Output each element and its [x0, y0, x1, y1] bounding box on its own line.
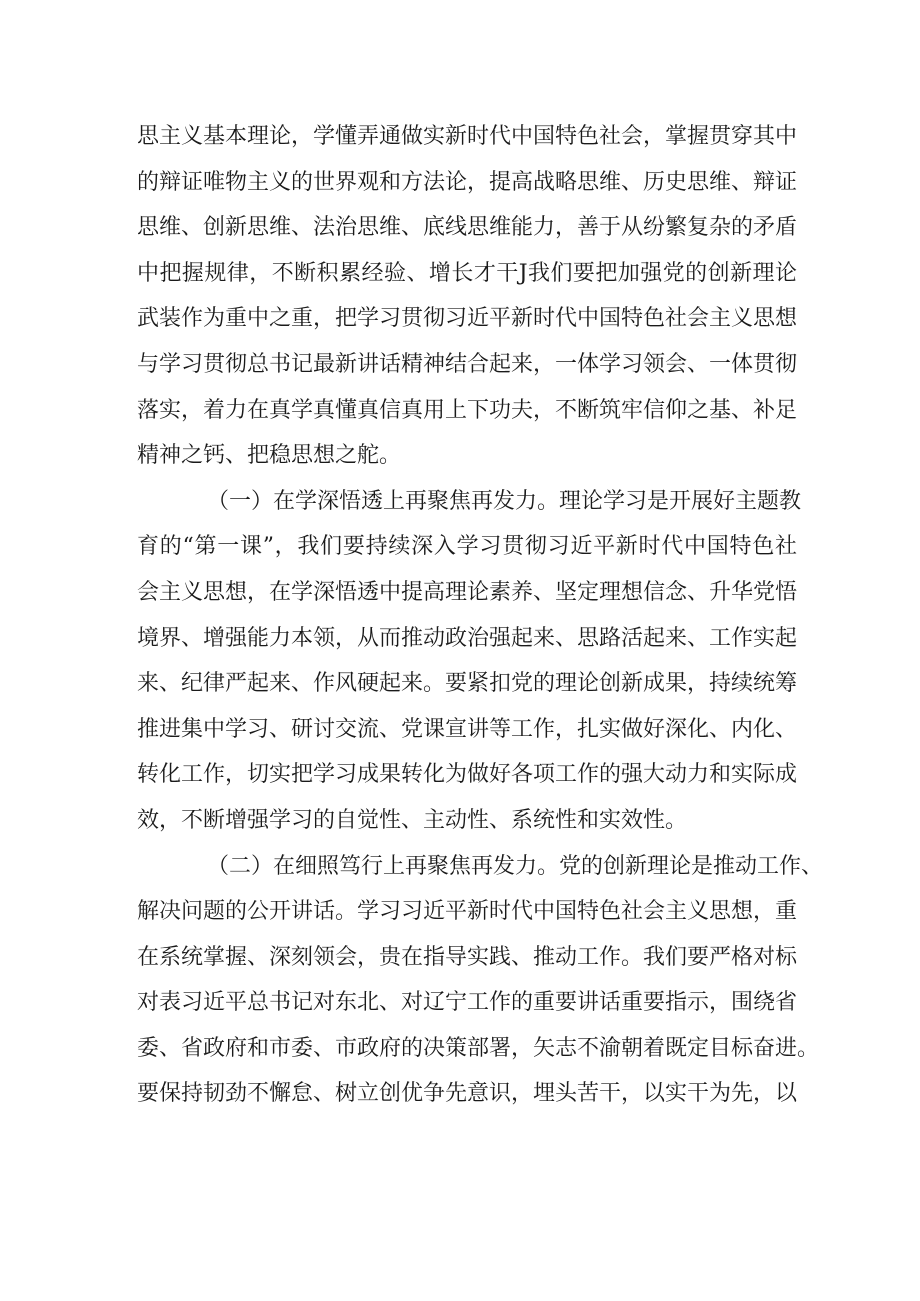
paragraph-3: [137, 844, 824, 1118]
text-line: 思主义基本理论，学懂弄通做实新时代中国特色社会，掌握贯穿其中: [137, 124, 798, 149]
text-line: 转化工作，切实把学习成果转化为做好各项工作的强大动力和实际成: [137, 762, 798, 788]
text-line: 的辩证唯物主义的世界观和方法论，提高战略思维、历史思维、辩证: [137, 169, 798, 195]
text-line: 要保持韧劲不懈怠、树立创优争先意识，埋头苦干，以实干为先，以: [137, 1081, 798, 1107]
text-line: 效，不断增强学习的自觉性、主动性、系统性和实效性。: [137, 807, 688, 833]
text-line: 来、纪律严起来、作风硬起来。要紧扣党的理论创新成果，持续统筹: [137, 671, 798, 697]
text-line: 育的“第一课”，我们要持续深入学习贯彻习近平新时代中国特色社: [137, 534, 797, 560]
text-line: 精神之钙、把稳思想之舵。: [137, 443, 402, 469]
text-line: 境界、增强能力本领，从而推动政治强起来、思路活起来、工作实起: [137, 625, 798, 651]
text-line: 中把握规律，不断积累经验、增长才干J我们要把加强党的创新理论: [137, 260, 797, 286]
paragraph-2: [137, 479, 802, 844]
paragraph-1: [137, 114, 797, 479]
text-line: 落实，着力在真学真懂真信真用上下功夫，不断筑牢信仰之基、补足: [137, 397, 798, 423]
text-line: 思维、创新思维、法治思维、底线思维能力，善于从纷繁复杂的矛盾: [137, 215, 798, 241]
document-body: [137, 114, 824, 1117]
text-line: 会主义思想，在学深悟透中提高理论素养、坚定理想信念、升华党悟: [137, 579, 798, 605]
text-line: （一）在学深悟透上再聚焦再发力。理论学习是开展好主题教: [207, 488, 802, 514]
text-line: 委、省政府和市委、市政府的决策部署，矢志不渝朝着既定目标奋进。: [137, 1035, 820, 1061]
text-line: 武装作为重中之重，把学习贯彻习近平新时代中国特色社会主义思想: [137, 306, 798, 332]
text-line: 推进集中学习、研讨交流、党课宣讲等工作，扎实做好深化、内化、: [137, 716, 798, 742]
text-line: 在系统掌握、深刻领会，贵在指导实践、推动工作。我们要严格对标: [137, 944, 798, 970]
text-line: 对表习近平总书记对东北、对辽宁工作的重要讲话重要指示，围绕省: [137, 990, 798, 1016]
text-line: 与学习贯彻总书记最新讲话精神结合起来，一体学习领会、一体贯彻: [137, 351, 798, 377]
text-line: （二）在细照笃行上再聚焦再发力。党的创新理论是推动工作、: [207, 853, 824, 879]
text-line: 解决问题的公开讲话。学习习近平新时代中国特色社会主义思想，重: [137, 899, 798, 925]
